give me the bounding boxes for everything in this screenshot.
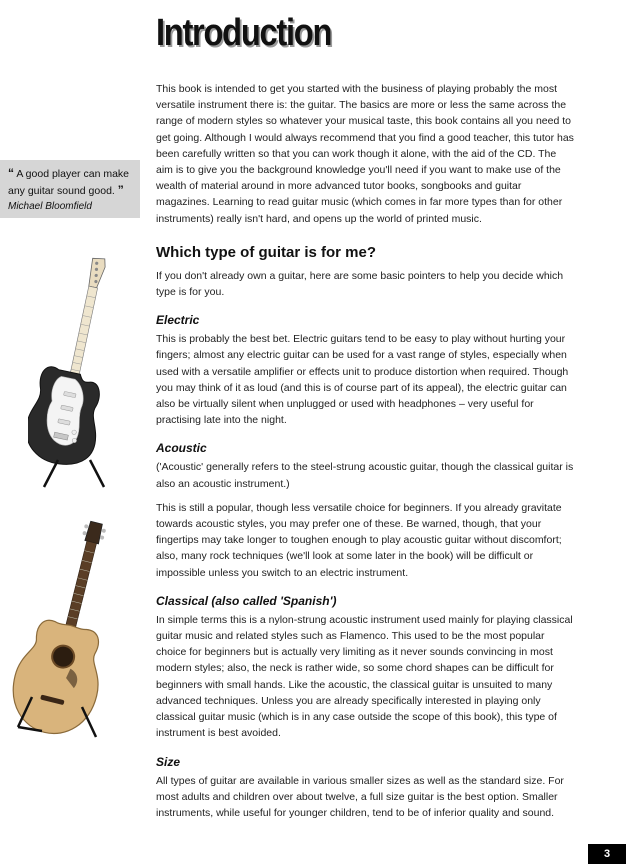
section-lead: If you don't already own a guitar, here are some basic pointers to help you decide which type is for you. — [156, 269, 564, 299]
section-heading: Which type of guitar is for me? — [156, 243, 377, 261]
pull-quote — [0, 160, 140, 218]
quote-body: A good player can make any guitar sound good. — [8, 168, 129, 197]
electric-heading: Electric — [156, 313, 200, 328]
quote-text — [8, 165, 140, 199]
intro-paragraph: This book is intended to get you started with the business of playing probably the most versatile instrument there is: the guitar. The basics are more or less the same across the range of modern styles so whatever your musical taste, this book contains all you need to get going. Although I would always recommend that you find a good teacher, this tutor has been carefully written so that you can work though it alone, with the aid of the CD. The aim is to give you the background knowledge you'll need if you want to make use of the wealth of material around in more advanced tutor books, songbooks and guitar magazines. Learning to read guitar music (which comes in far more types than for other instruments) really isn't hard, and opens up the world of printed music. — [156, 83, 574, 225]
acoustic-body: This is still a popular, though less versatile choice for beginners. If you already gravitate towards acoustic styles, you may prefer one of these. Be warned, though, that your fingertips may take longer to toughen enough to play acoustic guitar without discomfort; also, many rock techniques (we'll look at some later in the book) will be difficult or impossible unless you switch to an electric instrument. — [156, 501, 562, 579]
page-number: 3 — [588, 844, 626, 864]
classical-body: In simple terms this is a nylon-strung acoustic instrument used mainly for playing classical guitar music and related styles such as Flamenco. This used to be the most popular choice for beginners but is actually very limiting as it never sounds convincing in most modern styles; also, the neck is rather wide, so some chord shapes can be difficult for beginners with small hands. Like the acoustic, the classical guitar is unsuited to many advanced techniques. Unless you are already specifically interested in playing only classical guitar music (which is in any case outside the scope of this book), this type of instrument is best avoided. — [156, 613, 573, 740]
main-content — [156, 81, 576, 821]
quote-open-mark: “ — [8, 166, 14, 180]
classical-heading: Classical (also called 'Spanish') — [156, 593, 337, 608]
electric-guitar-image — [28, 255, 120, 493]
quote-author: Michael Bloomfield — [8, 201, 92, 212]
acoustic-guitar-image — [12, 517, 122, 755]
acoustic-heading: Acoustic — [156, 441, 207, 456]
acoustic-note: ('Acoustic' generally refers to the steel-strung acoustic guitar, though the classical guitar is also an acoustic instrument.) — [156, 461, 574, 490]
quote-close-mark: ” — [117, 183, 124, 197]
size-body: All types of guitar are available in various smaller sizes as well as the standard size. For most adults and children over about twelve, a full size guitar is the best option. Smaller instruments, while useful for younger children, tend to be of inferior quality and sound. — [156, 774, 564, 819]
size-heading: Size — [156, 754, 181, 769]
page-title: Introduction — [156, 12, 332, 54]
electric-body: This is probably the best bet. Electric guitars tend to be easy to play without hurting your fingers; almost any electric guitar can be used for a vast range of styles, especially when used with a versatile amplifier or effects unit to produce distortion when required. Though you may think of it as loud (and this is of course part of its appeal), the electric guitar can also be virtually silent when unplugged or used with headphones – very useful for practising late into the night. — [156, 333, 569, 427]
